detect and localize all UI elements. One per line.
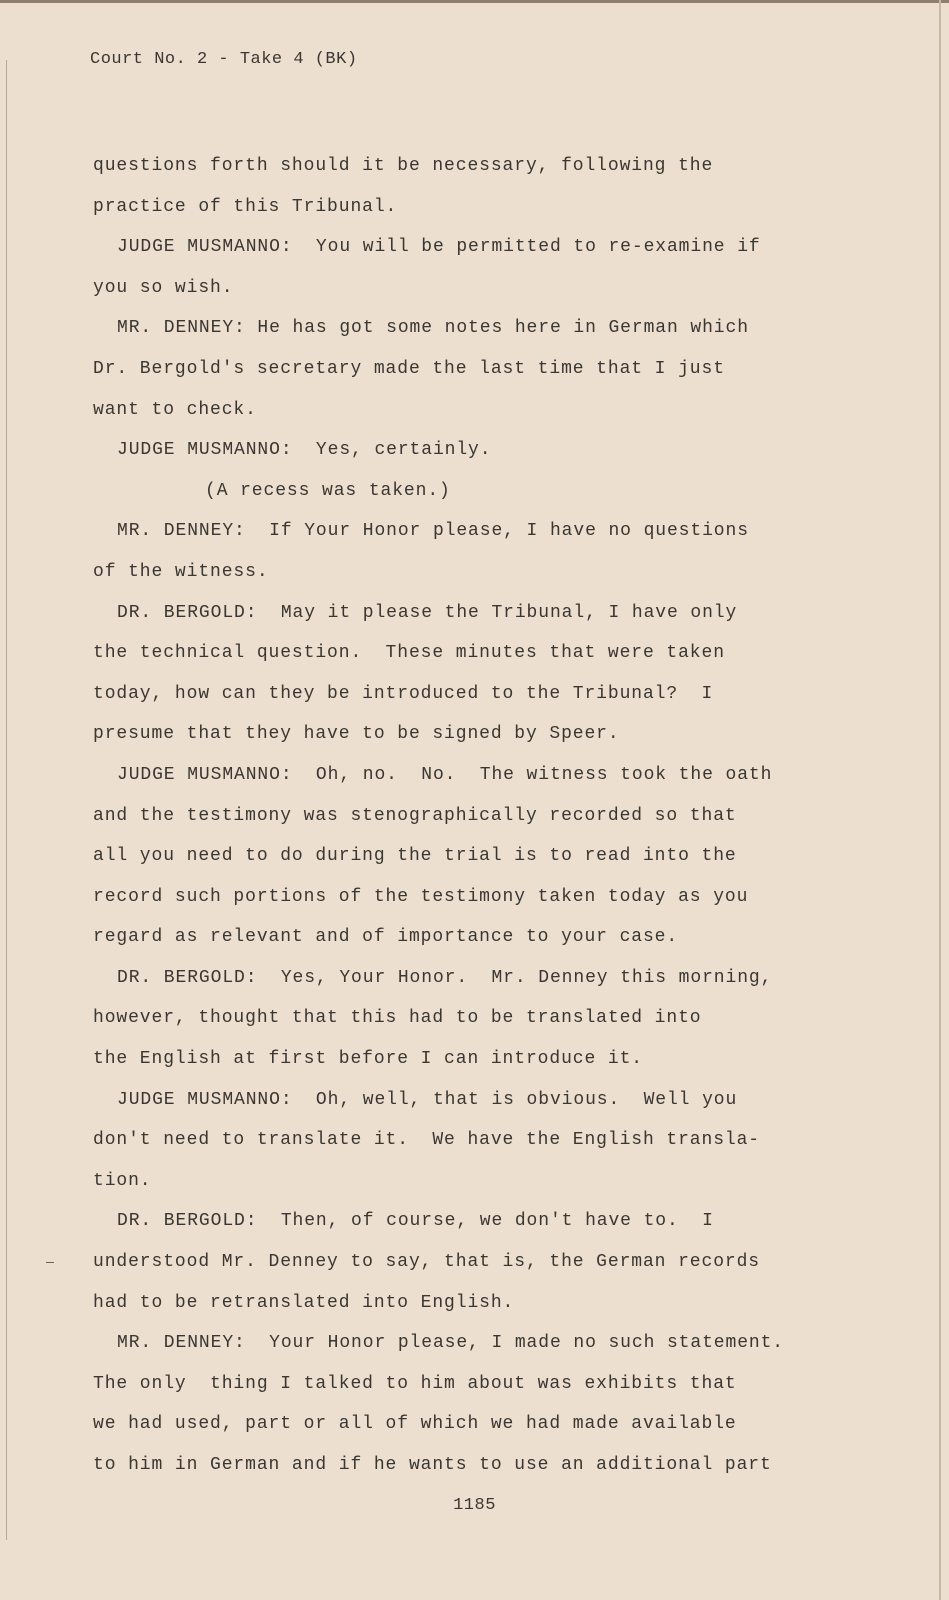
transcript-body: [93, 146, 913, 1486]
transcript-line: tion.: [93, 1170, 152, 1191]
transcript-line: JUDGE MUSMANNO: You will be permitted to re-examine if: [117, 237, 761, 258]
transcript-line: MR. DENNEY: He has got some notes here in German which: [117, 318, 749, 339]
transcript-line: DR. BERGOLD: Then, of course, we don't have to. I: [117, 1211, 714, 1232]
transcript-line: questions forth should it be necessary, following the: [93, 156, 714, 176]
transcript-line: The only thing I talked to him about was exhibits that: [93, 1373, 737, 1394]
transcript-line: JUDGE MUSMANNO: Oh, no. No. The witness took the oath: [117, 764, 773, 785]
page-header: Court No. 2 - Take 4 (BK): [90, 50, 358, 69]
transcript-line: DR. BERGOLD: May it please the Tribunal, I have only: [117, 602, 738, 623]
transcript-line: the technical question. These minutes that were taken: [93, 643, 725, 664]
page-right-edge: [939, 0, 941, 1600]
transcript-line: Dr. Bergold's secretary made the last time that I just: [93, 358, 725, 379]
transcript-line: you so wish.: [93, 277, 234, 298]
transcript-line: MR. DENNEY: Your Honor please, I made no such statement.: [117, 1333, 784, 1354]
page-left-edge: [6, 60, 7, 1540]
transcript-line: and the testimony was stenographically recorded so that: [93, 805, 737, 826]
page-top-edge: [0, 0, 949, 3]
transcript-line: had to be retranslated into English.: [93, 1292, 515, 1313]
transcript-line: presume that they have to be signed by Speer.: [93, 724, 620, 745]
transcript-line: (A recess was taken.): [205, 480, 451, 501]
transcript-line: of the witness.: [93, 561, 269, 582]
transcript-line: all you need to do during the trial is to read into the: [93, 846, 737, 867]
margin-mark: [46, 1262, 54, 1263]
transcript-line: we had used, part or all of which we had made available: [93, 1414, 737, 1435]
transcript-line: DR. BERGOLD: Yes, Your Honor. Mr. Denney this morning,: [117, 967, 773, 988]
transcript-line: practice of this Tribunal.: [93, 196, 398, 217]
transcript-line: to him in German and if he wants to use an additional part: [93, 1455, 772, 1475]
page-number: 1185: [453, 1496, 496, 1515]
transcript-line: understood Mr. Denney to say, that is, the German records: [93, 1252, 760, 1273]
transcript-line: today, how can they be introduced to the Tribunal? I: [93, 683, 714, 704]
transcript-line: want to check.: [93, 399, 257, 420]
transcript-line: JUDGE MUSMANNO: Yes, certainly.: [117, 440, 492, 461]
transcript-line: JUDGE MUSMANNO: Oh, well, that is obvious. Well you: [117, 1089, 738, 1110]
transcript-line: record such portions of the testimony taken today as you: [93, 886, 749, 907]
transcript-line: however, thought that this had to be translated into: [93, 1008, 702, 1029]
transcript-line: regard as relevant and of importance to your case.: [93, 927, 679, 948]
transcript-line: MR. DENNEY: If Your Honor please, I have no questions: [117, 521, 749, 542]
transcript-line: the English at first before I can introduce it.: [93, 1049, 643, 1070]
transcript-line: don't need to translate it. We have the English transla-: [93, 1130, 760, 1151]
